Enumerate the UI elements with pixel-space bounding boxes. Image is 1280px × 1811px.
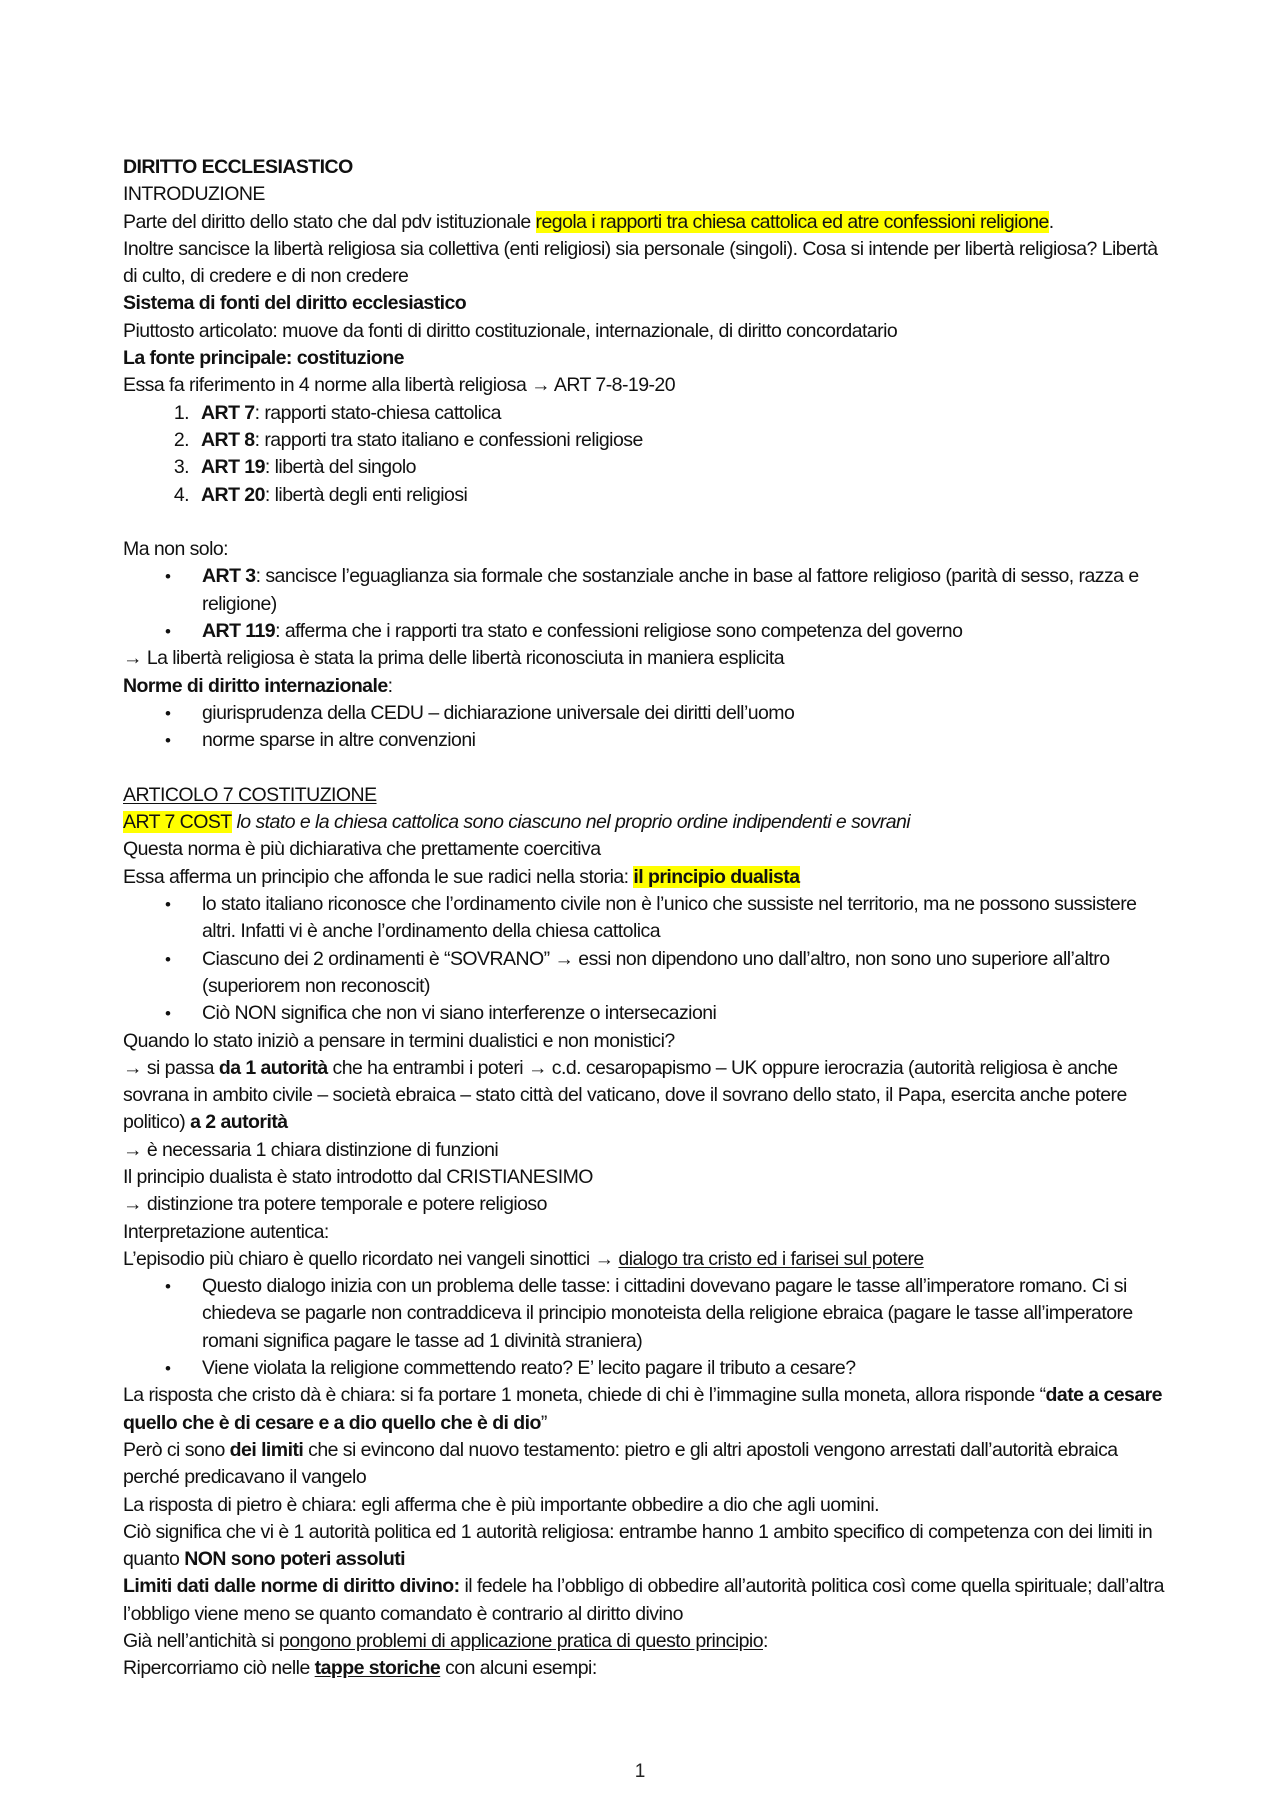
limiti-paragraph [123,1437,1173,1492]
list-item-text [201,482,1173,509]
risposta-quote: date a cesare quello che è di cesare e a dio quello che è di dio [123,1384,1162,1434]
quando-line: Quando lo stato iniziò a pensare in termini dualistici e non monistici? [123,1029,675,1052]
episodio-line [123,1246,1173,1273]
passa-text: → si passa [123,1056,219,1079]
list-number: 3. [173,456,189,479]
interpretazione-line: Interpretazione autentica: [123,1220,329,1243]
list-item-text: lo stato italiano riconosce che l’ordinamento civile non è l’unico che sussiste nel territorio, ma ne possono sussistere altri. Infatti vi è anche l’ordinamento della chiesa cattolica [202,893,1137,943]
list-item-text [201,427,1173,454]
spacer [123,755,1173,782]
art7-quote: lo stato e la chiesa cattolica sono ciascuno nel proprio ordine indipendenti e sovrani [231,811,911,834]
limiti-text: Però ci sono [123,1438,230,1461]
bullet-icon [123,563,202,618]
dialogo-list [123,1273,1173,1382]
passa-text: che ha entrambi i poteri → c.d. cesaropapismo – UK oppure ierocrazia (autorità religiosa è anche sovrana in ambito civile – società ebraica – stato città del vaticano, dove il sovrano dello stato, il Papa, esercita anche potere politico) [123,1056,1127,1134]
fonti-heading: Sistema di fonti del diritto ecclesiastico [123,292,467,315]
list-item-text [202,563,1173,618]
list-item [123,1355,1173,1382]
list-item [123,891,1173,946]
risposta-end: ” [540,1411,547,1434]
article-desc: : afferma che i rapporti tra stato e confessioni religiose sono competenza del governo [275,620,963,643]
bullet-icon [123,700,202,727]
tappe-bold: tappe storiche [314,1657,441,1680]
significa-bold: NON sono poteri assoluti [184,1548,406,1571]
page-number: 1 [634,1761,646,1782]
antichita-underlined: pongono problemi di applicazione pratica di questo principio [278,1630,763,1653]
list-item-text: Ciascuno dei 2 ordinamenti è “SOVRANO” → essi non dipendono uno dall’altro, non sono uno superiore all’altro (superiorem non reconoscit) [202,947,1110,997]
limiti-text: che si evincono dal nuovo testamento: pietro e gli altri apostoli vengono arrestati dall’autorità ebraica perché predicavano il vangelo [123,1438,1118,1489]
list-item-text: norme sparse in altre convenzioni [202,729,476,752]
list-item [123,482,1173,509]
pietro-line: La risposta di pietro è chiara: egli afferma che è più importante obbedire a dio che agli uomini. [123,1493,880,1516]
list-item [123,618,1173,645]
list-number: 2. [173,428,189,451]
costituzione-heading: La fonte principale: costituzione [123,347,404,370]
list-item [123,727,1173,754]
fonti-text: Piuttosto articolato: muove da fonti di diritto costituzionale, internazionale, di diritto concordatario [123,319,898,342]
risposta-paragraph [123,1382,1173,1437]
intro-heading: INTRODUZIONE [123,183,265,206]
other-articles-list [123,563,1173,645]
list-item [123,427,1173,454]
episodio-underlined: dialogo tra cristo ed i farisei sul potere [618,1247,924,1270]
list-item [123,563,1173,618]
highlighted-text: regola i rapporti tra chiesa cattolica ed atre confessioni religione [535,210,1049,233]
list-item [123,1000,1173,1027]
significa-text: Ciò significa che vi è 1 autorità politica ed 1 autorità religiosa: entrambe hanno 1 ambito specifico di competenza con dei limiti in quanto [123,1520,1153,1571]
article-label: ART 8 [201,428,255,451]
document-title: DIRITTO ECCLESIASTICO [123,156,353,178]
intro-paragraph-2: Inoltre sancisce la libertà religiosa sia collettiva (enti religiosi) sia personale (singoli). Cosa si intende per libertà religiosa? Libertà di culto, di credere e di non credere [123,237,1158,288]
article-label: ART 20 [201,483,265,506]
divino-bold: Limiti dati dalle norme di diritto divino: [123,1575,460,1598]
norma-line: Questa norma è più dichiarativa che prettamente coercitiva [123,838,601,861]
passa-paragraph [123,1055,1173,1137]
cristianesimo-line: Il principio dualista è stato introdotto dal CRISTIANESIMO [123,1165,593,1188]
article-desc: : libertà degli enti religiosi [264,483,468,506]
antichita-end: : [763,1630,768,1653]
article-label: ART 19 [201,456,265,479]
bullet-icon [123,727,202,754]
intl-heading: Norme di diritto internazionale [123,674,388,697]
episodio-text: L’episodio più chiaro è quello ricordato nei vangeli sinottici → [123,1247,619,1270]
article-label: ART 7 [201,401,255,424]
intro-paragraph-1 [123,209,1173,236]
list-item [123,454,1173,481]
list-item-text [201,400,1173,427]
intro-text: Parte del diritto dello stato che dal pdv istituzionale [123,210,536,233]
list-item-text: giurisprudenza della CEDU – dichiarazione universale dei diritti dell’uomo [202,701,795,724]
list-item-text: Questo dialogo inizia con un problema delle tasse: i cittadini dovevano pagare le tasse all’imperatore romano. Ci si chiedeva se pagarle non contraddiceva il principio monoteista della religione ebraica (pagare le tasse all’imperatore romani significa pagare le tasse ad 1 divinità straniera) [202,1275,1133,1352]
significa-paragraph [123,1519,1173,1574]
bullet-icon [123,946,202,1001]
list-item-text [202,618,1173,645]
passa-bold: a 2 autorità [190,1111,288,1134]
art7-label: ART 7 COST [123,811,232,834]
ma-non-solo: Ma non solo: [123,538,229,561]
principio-dualista: il principio dualista [633,865,800,888]
tappe-line [123,1655,1173,1682]
necessaria-line: → è necessaria 1 chiara distinzione di funzioni [123,1138,499,1161]
list-number: 1. [173,401,189,424]
list-item [123,700,1173,727]
article-label: ART 119 [202,620,276,643]
distinzione-line: → distinzione tra potere temporale e potere religioso [123,1193,547,1216]
tappe-text: con alcuni esempi: [440,1657,597,1680]
article-desc: : rapporti stato-chiesa cattolica [254,401,501,424]
list-item [123,946,1173,1001]
list-item-text: Viene violata la religione commettendo reato? E’ lecito pagare il tributo a cesare? [202,1357,856,1380]
antichita-text: Già nell’antichità si [123,1630,279,1653]
art7-heading: ARTICOLO 7 COSTITUZIONE [123,783,377,806]
principio-text: Essa afferma un principio che affonda le sue radici nella storia: [123,865,634,888]
bullet-icon [123,1000,202,1027]
costituzione-text: Essa fa riferimento in 4 norme alla libertà religiosa → ART 7-8-19-20 [123,374,676,397]
list-item-text [201,454,1173,481]
passa-bold: da 1 autorità [218,1056,328,1079]
dualista-list [123,891,1173,1027]
article-desc: : libertà del singolo [264,456,416,479]
article-desc: : sancisce l’eguaglianza sia formale che sostanziale anche in base al fattore religioso (parità di sesso, razza e religione) [202,565,1139,615]
divino-paragraph [123,1573,1173,1628]
divino-text: il fedele ha l’obbligo di obbedire all’autorità politica così come quella spirituale; dall’altra l’obbligo viene meno se quanto comandato è contrario al diritto divino [123,1575,1164,1625]
list-item [123,400,1173,427]
document-body [123,154,1173,1683]
principio-line [123,864,1173,891]
intl-heading-line [123,673,1173,700]
bullet-icon [123,891,202,946]
bullet-icon [123,618,202,645]
liberta-line: → La libertà religiosa è stata la prima delle libertà riconosciuta in maniera esplicita [123,647,784,670]
article-desc: : rapporti tra stato italiano e confessioni religiose [254,428,643,451]
risposta-text: La risposta che cristo dà è chiara: si fa portare 1 moneta, chiede di chi è l’immagine sulla moneta, allora risponde “ [123,1384,1046,1407]
list-item-text: Ciò NON significa che non vi siano interferenze o intersecazioni [202,1002,717,1025]
antichita-line [123,1628,1173,1655]
tappe-text: Ripercorriamo ciò nelle [123,1657,315,1680]
intl-list [123,700,1173,755]
bullet-icon [123,1273,202,1355]
list-item [123,1273,1173,1355]
limiti-bold: dei limiti [229,1438,304,1461]
intl-colon: : [387,674,393,697]
articles-list [123,400,1173,509]
spacer [123,509,1173,536]
article-label: ART 3 [202,565,256,588]
bullet-icon [123,1355,202,1382]
list-number: 4. [173,483,189,506]
art7-line [123,809,1173,836]
intro-text-end: . [1048,210,1054,233]
